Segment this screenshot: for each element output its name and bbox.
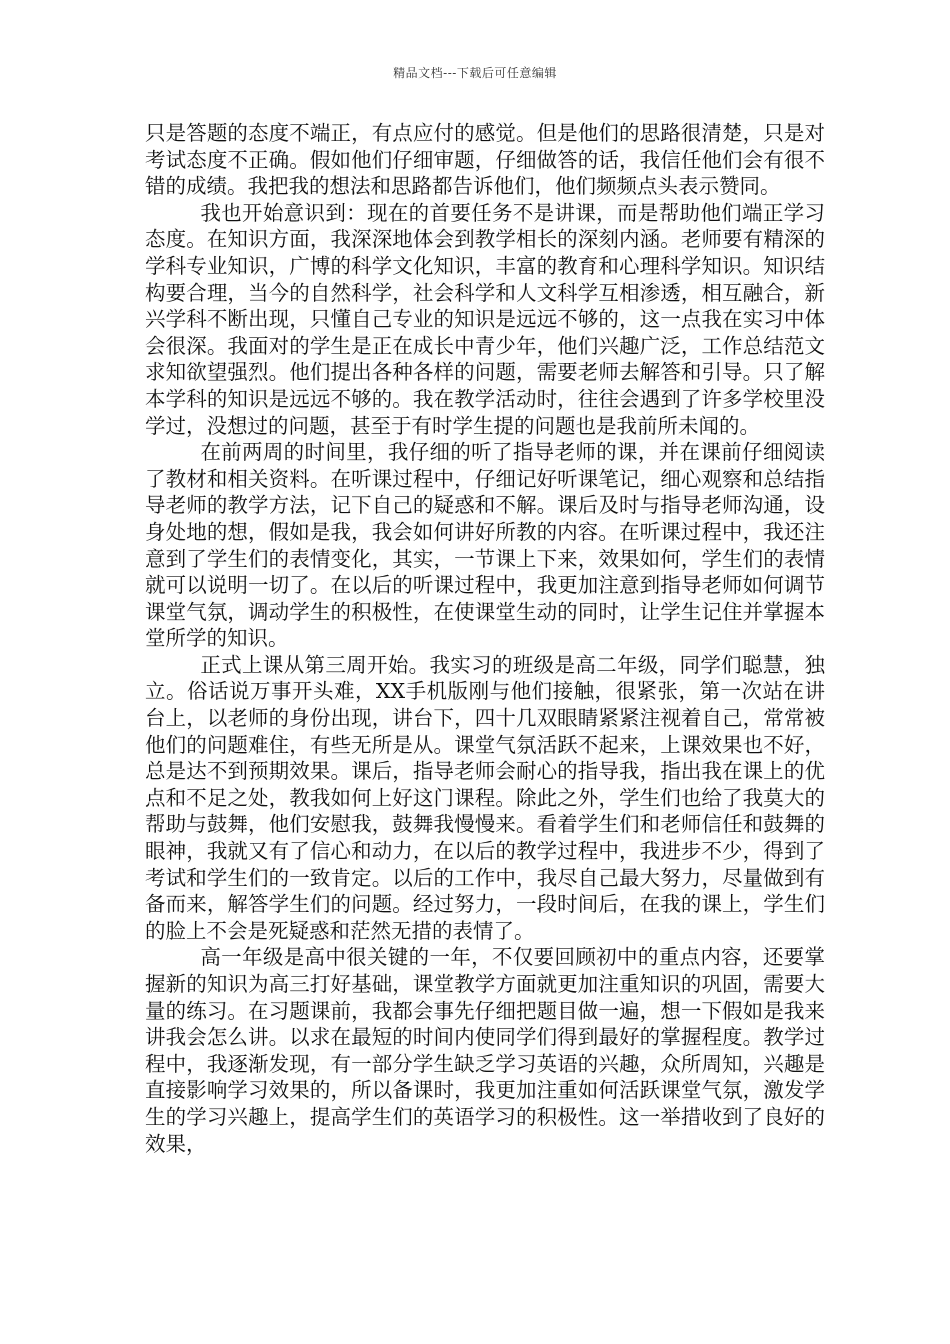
paragraph-2: 我也开始意识到：现在的首要任务不是讲课，而是帮助他们端正学习态度。在知识方面，我深深地体会到教学相长的深刻内涵。老师要有精深的学科专业知识，广博的科学文化知识，丰富的教育和心理科学知识。知识结构要合理，当今的自然科学，社会科学和人文科学互相渗透，相互融合，新兴学科不断出现，只懂自己专业的知识是远远不够的，这一点我在实习中体会很深。我面对的学生是正在成长中青少年，他们兴趣广泛，工作总结范文求知欲望强烈。他们提出各种各样的问题，需要老师去解答和引导。只了解本学科的知识是远远不够的。我在教学活动时，往往会遇到了许多学校里没学过，没想过的问题，甚至于有时学生提的问题也是我前所未闻的。	[145, 200, 825, 438]
paragraph-3: 在前两周的时间里，我仔细的听了指导老师的课，并在课前仔细阅读了教材和相关资料。在听课过程中，仔细记好听课笔记，细心观察和总结指导老师的教学方法，记下自己的疑惑和不解。课后及时与指导老师沟通，设身处地的想，假如是我，我会如何讲好所教的内容。在听课过程中，我还注意到了学生们的表情变化，其实，一节课上下来，效果如何，学生们的表情就可以说明一切了。在以后的听课过程中，我更加注意到指导老师如何调节课堂气氛，调动学生的积极性，在使课堂生动的同时，让学生记住并掌握本堂所学的知识。	[145, 440, 825, 651]
page-header: 精品文档---下载后可任意编辑	[393, 66, 557, 80]
paragraph-1: 只是答题的态度不端正，有点应付的感觉。但是他们的思路很清楚，只是对考试态度不正确。假如他们仔细审题，仔细做答的话，我信任他们会有很不错的成绩。我把我的想法和思路都告诉他们，他们频频点头表示赞同。	[145, 121, 825, 199]
paragraph-4: 正式上课从第三周开始。我实习的班级是高二年级，同学们聪慧，独立。俗话说万事开头难，XX手机版刚与他们接触，很紧张，第一次站在讲台上，以老师的身份出现，讲台下，四十几双眼睛紧紧注视着自己，常常被他们的问题难住，有些无所是从。课堂气氛活跃不起来，上课效果也不好，总是达不到预期效果。课后，指导老师会耐心的指导我，指出我在课上的优点和不足之处，教我如何上好这门课程。除此之外，学生们也给了我莫大的帮助与鼓舞，他们安慰我，鼓舞我慢慢来。看着学生们和老师信任和鼓舞的眼神，我就又有了信心和动力，在以后的教学过程中，我进步不少，得到了考试和学生们的一致肯定。以后的工作中，我尽自己最大努力，尽量做到有备而来，解答学生们的问题。经过努力，一段时间后，在我的课上，学生们的脸上不会是死疑惑和茫然无措的表情了。	[145, 652, 825, 943]
document-body	[145, 120, 825, 1157]
paragraph-5: 高一年级是高中很关键的一年，不仅要回顾初中的重点内容，还要掌握新的知识为高三打好基础，课堂教学方面就更加注重知识的巩固，需要大量的练习。在习题课前，我都会事先仔细把题目做一遍，想一下假如是我来讲我会怎么讲。以求在最短的时间内使同学们得到最好的掌握程度。教学过程中，我逐渐发现，有一部分学生缺乏学习英语的兴趣，众所周知，兴趣是直接影响学习效果的，所以备课时，我更加注重如何活跃课堂气氛，激发学生的学习兴趣上，提高学生们的英语学习的积极性。这一举措收到了良好的效果，	[145, 945, 825, 1156]
